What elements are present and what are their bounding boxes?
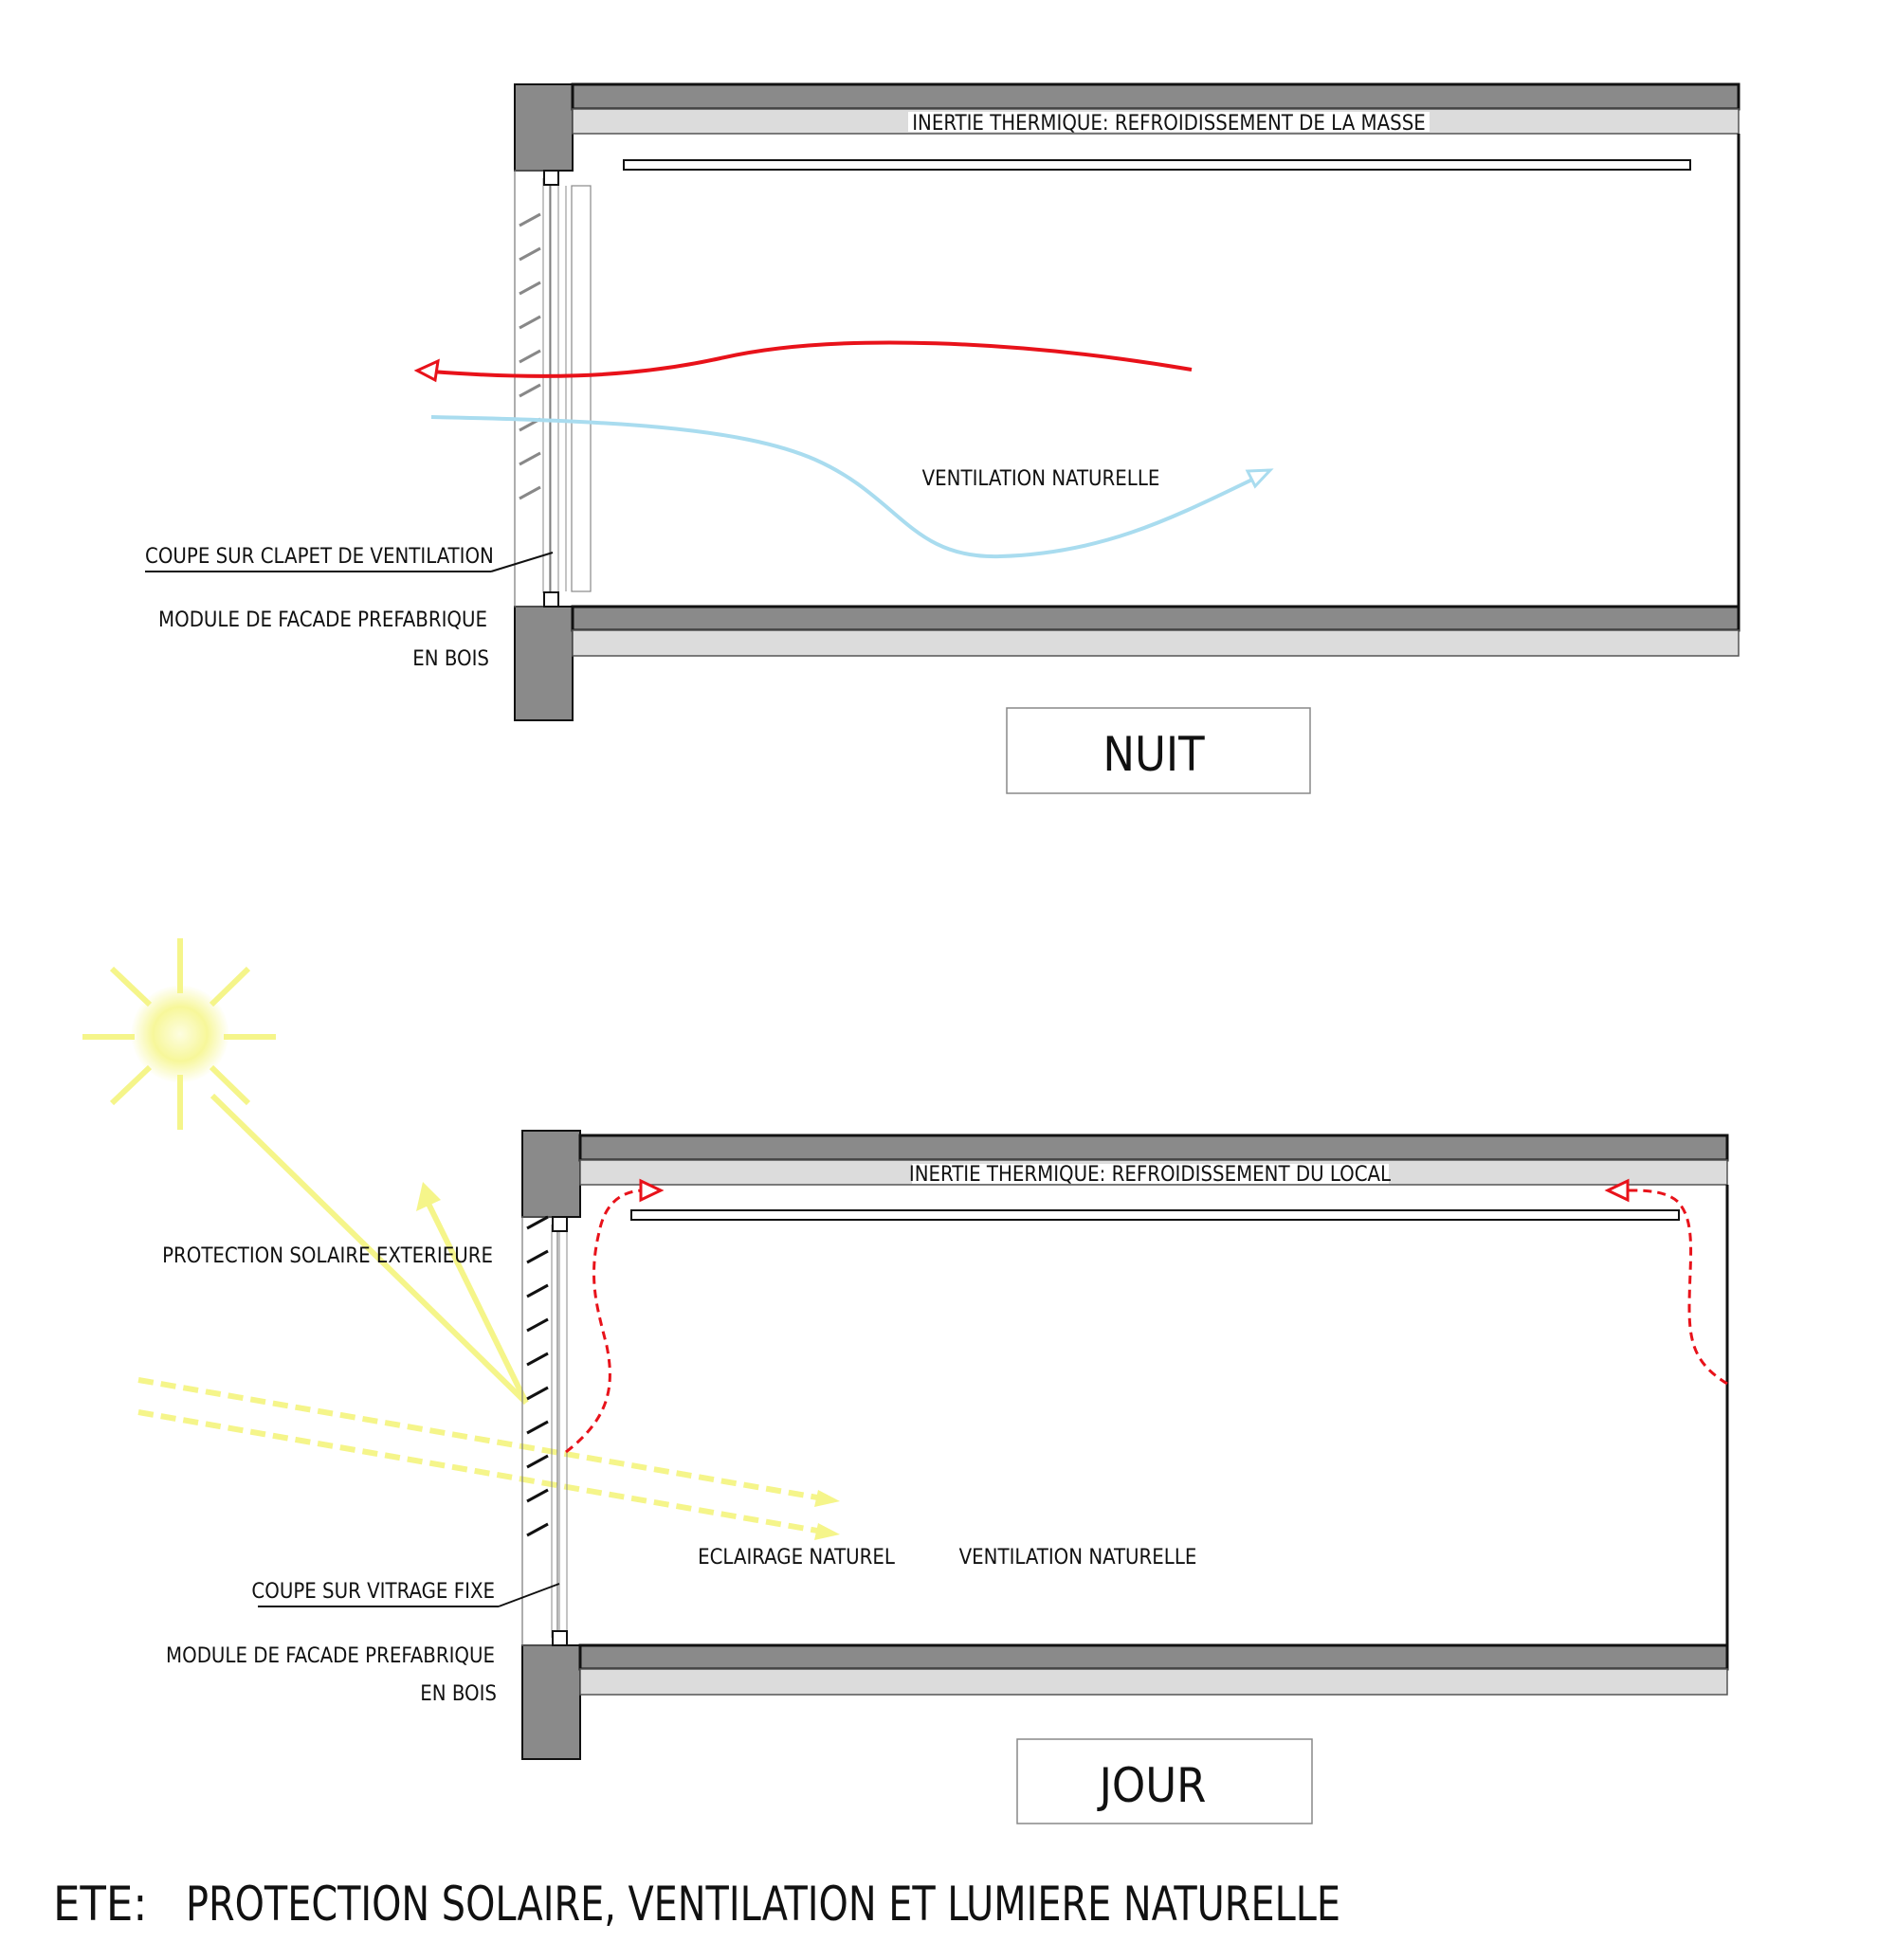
day-facade-column-bottom — [522, 1645, 580, 1759]
sun-icon — [82, 938, 276, 1130]
day-facade-column-top — [522, 1131, 580, 1217]
night-frame-anchor-top — [544, 171, 558, 185]
day-mode-label: JOUR — [1099, 1758, 1207, 1813]
night-vent-flap — [572, 186, 591, 591]
day-module-label-line2: EN BOIS — [420, 1682, 497, 1706]
night-section-label: COUPE SUR CLAPET DE VENTILATION — [145, 545, 494, 569]
day-ceiling-slab — [580, 1135, 1727, 1160]
warm-air-left-arrow — [566, 1190, 645, 1452]
warm-air-exhaust-arrow — [431, 342, 1192, 375]
night-module-label-line2: EN BOIS — [412, 647, 489, 671]
day-floor-slab — [580, 1645, 1727, 1669]
night-section — [145, 84, 1739, 793]
day-ventilation-label: VENTILATION NATURELLE — [958, 1546, 1197, 1570]
night-floor-slab — [573, 607, 1739, 630]
night-louvres — [519, 214, 540, 499]
day-frame-anchor-bottom — [553, 1631, 567, 1645]
day-lighting-label: ECLAIRAGE NATUREL — [698, 1546, 895, 1570]
day-frame-anchor-top — [553, 1217, 567, 1231]
day-louvres — [527, 1217, 548, 1535]
day-module-label-line1: MODULE DE FACADE PREFABRIQUE — [166, 1644, 495, 1668]
night-facade-column-bottom — [515, 607, 573, 720]
daylight-ray-lower — [138, 1412, 823, 1532]
day-protection-label: PROTECTION SOLAIRE EXTERIEURE — [162, 1244, 493, 1268]
night-ceiling-label: INERTIE THERMIQUE: REFROIDISSEMENT DE LA MASSE — [912, 112, 1426, 136]
day-ceiling-label: INERTIE THERMIQUE: REFROIDISSEMENT DU LOCAL — [908, 1163, 1392, 1187]
night-ceiling-panel — [624, 160, 1690, 170]
day-ceiling-panel — [631, 1210, 1679, 1220]
night-facade-column-top — [515, 84, 573, 171]
day-section-label: COUPE SUR VITRAGE FIXE — [251, 1580, 495, 1604]
title-text: PROTECTION SOLAIRE, VENTILATION ET LUMIERE NATURELLE — [186, 1877, 1340, 1932]
night-ventilation-label: VENTILATION NATURELLE — [921, 467, 1160, 491]
reflected-ray — [428, 1204, 526, 1403]
night-ceiling-slab — [573, 84, 1739, 109]
night-mode-label: NUIT — [1103, 727, 1205, 782]
day-section — [82, 938, 1727, 1824]
night-module-label-line1: MODULE DE FACADE PREFABRIQUE — [158, 608, 487, 632]
night-floor-layer — [573, 630, 1739, 656]
day-floor-layer — [580, 1669, 1727, 1695]
night-frame-anchor-bottom — [544, 592, 558, 607]
daylight-ray-upper — [138, 1380, 823, 1498]
title-season: ETE: — [53, 1877, 148, 1932]
